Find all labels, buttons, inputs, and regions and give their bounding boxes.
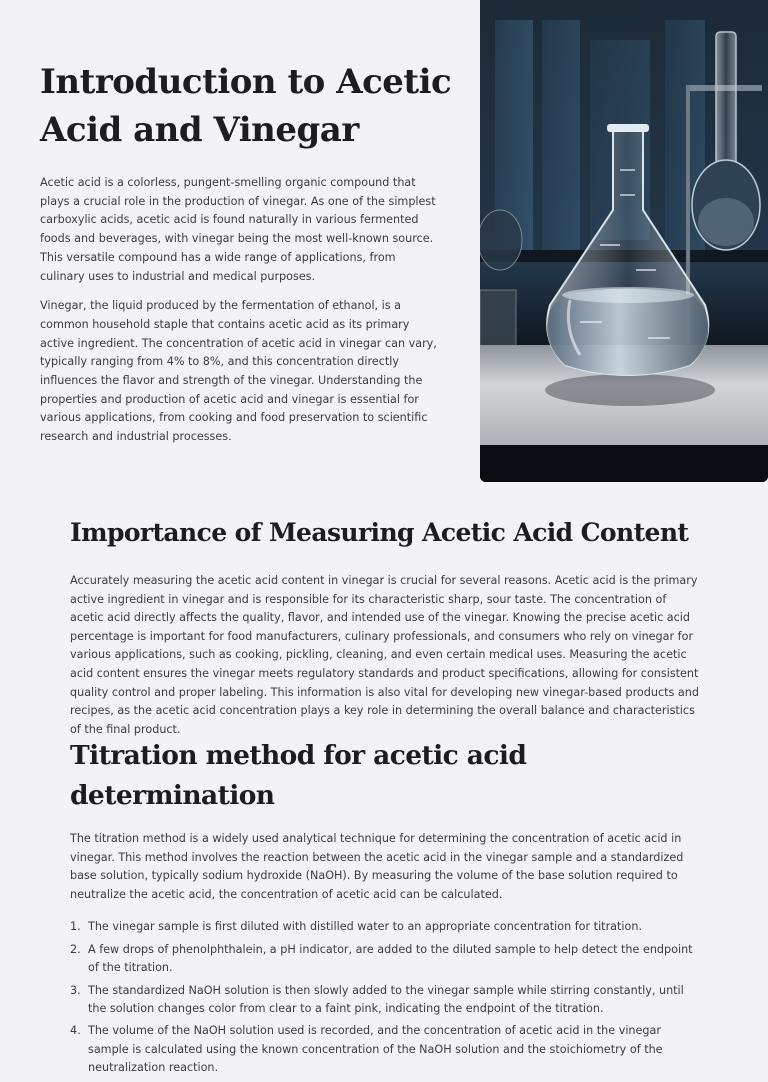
importance-section [70, 514, 700, 739]
list-item-number: 2. [70, 942, 81, 956]
list-item [70, 941, 700, 978]
list-item-number: 3. [70, 983, 81, 997]
section-heading: Importance of Measuring Acetic Acid Content [70, 518, 689, 547]
list-item-number: 1. [70, 920, 81, 934]
laboratory-flask-image [480, 0, 768, 482]
list-item-text: A few drops of phenolphthalein, a pH indicator, are added to the diluted sample to help detect the endpoint of the titration. [88, 942, 693, 975]
section-heading: Titration method for acetic acid determination [70, 740, 527, 811]
list-item-number: 4. [70, 1024, 81, 1038]
list-item [70, 982, 700, 1019]
section-body: Accurately measuring the acetic acid content in vinegar is crucial for several reasons. Acetic acid is the primary active ingredient in vinegar and is responsible for its characteristic sharp, sour taste. The concentration of acetic acid directly affects the quality, flavor, and intended use of the vinegar. Knowing the precise acetic acid percentage is important for food manufacturers, culinary professionals, and consumers who rely on vinegar for various applications, such as cooking, pickling, cleaning, and even certain medical uses. Measuring the acetic acid content ensures the vinegar meets regulatory standards and product specifications, allowing for consistent quality control and proper labeling. This information is also vital for developing new vinegar-based products and recipes, as the acetic acid concentration plays a key role in determining the overall balance and characteristics of the final product. [70, 574, 699, 736]
list-item-text: The volume of the NaOH solution used is recorded, and the concentration of acetic acid in the vinegar sample is calculated using the known concentration of the NaOH solution and the stoichiometry of the neutralization reaction. [88, 1024, 663, 1075]
intro-body [40, 174, 440, 458]
titration-steps-list [70, 918, 700, 1077]
list-item-text: The standardized NaOH solution is then slowly added to the vinegar sample while stirring constantly, until the solution changes color from clear to a faint pink, indicating the endpoint of the titration. [88, 983, 684, 1015]
section-body: The titration method is a widely used analytical technique for determining the concentration of acetic acid in vinegar. This method involves the reaction between the acetic acid in the vinegar sample and a standardized base solution, typically sodium hydroxide (NaOH). By measuring the volume of the base solution required to neutralize the acetic acid, the concentration of acetic acid can be calculated. [70, 832, 684, 901]
list-item-text: The vinegar sample is first diluted with distilled water to an appropriate concentration for titration. [88, 920, 643, 934]
list-item [70, 1022, 700, 1077]
titration-section [70, 736, 700, 1082]
list-item [70, 918, 700, 936]
page-title: Introduction to Acetic Acid and Vinegar [40, 62, 452, 150]
intro-paragraph: Acetic acid is a colorless, pungent-smelling organic compound that plays a crucial role in the production of vinegar. As one of the simplest carboxylic acids, acetic acid is found naturally in various fermented foods and beverages, with vinegar being the most well-known source. This versatile compound has a wide range of applications, from culinary uses to industrial and medical purposes. [40, 176, 436, 283]
intro-paragraph: Vinegar, the liquid produced by the fermentation of ethanol, is a common household staple that contains acetic acid as its primary active ingredient. The concentration of acetic acid in vinegar can vary, typically ranging from 4% to 8%, and this concentration directly influences the flavor and strength of the vinegar. Understanding the properties and production of acetic acid and vinegar is essential for various applications, from cooking and food preservation to scientific research and industrial processes. [40, 299, 437, 444]
